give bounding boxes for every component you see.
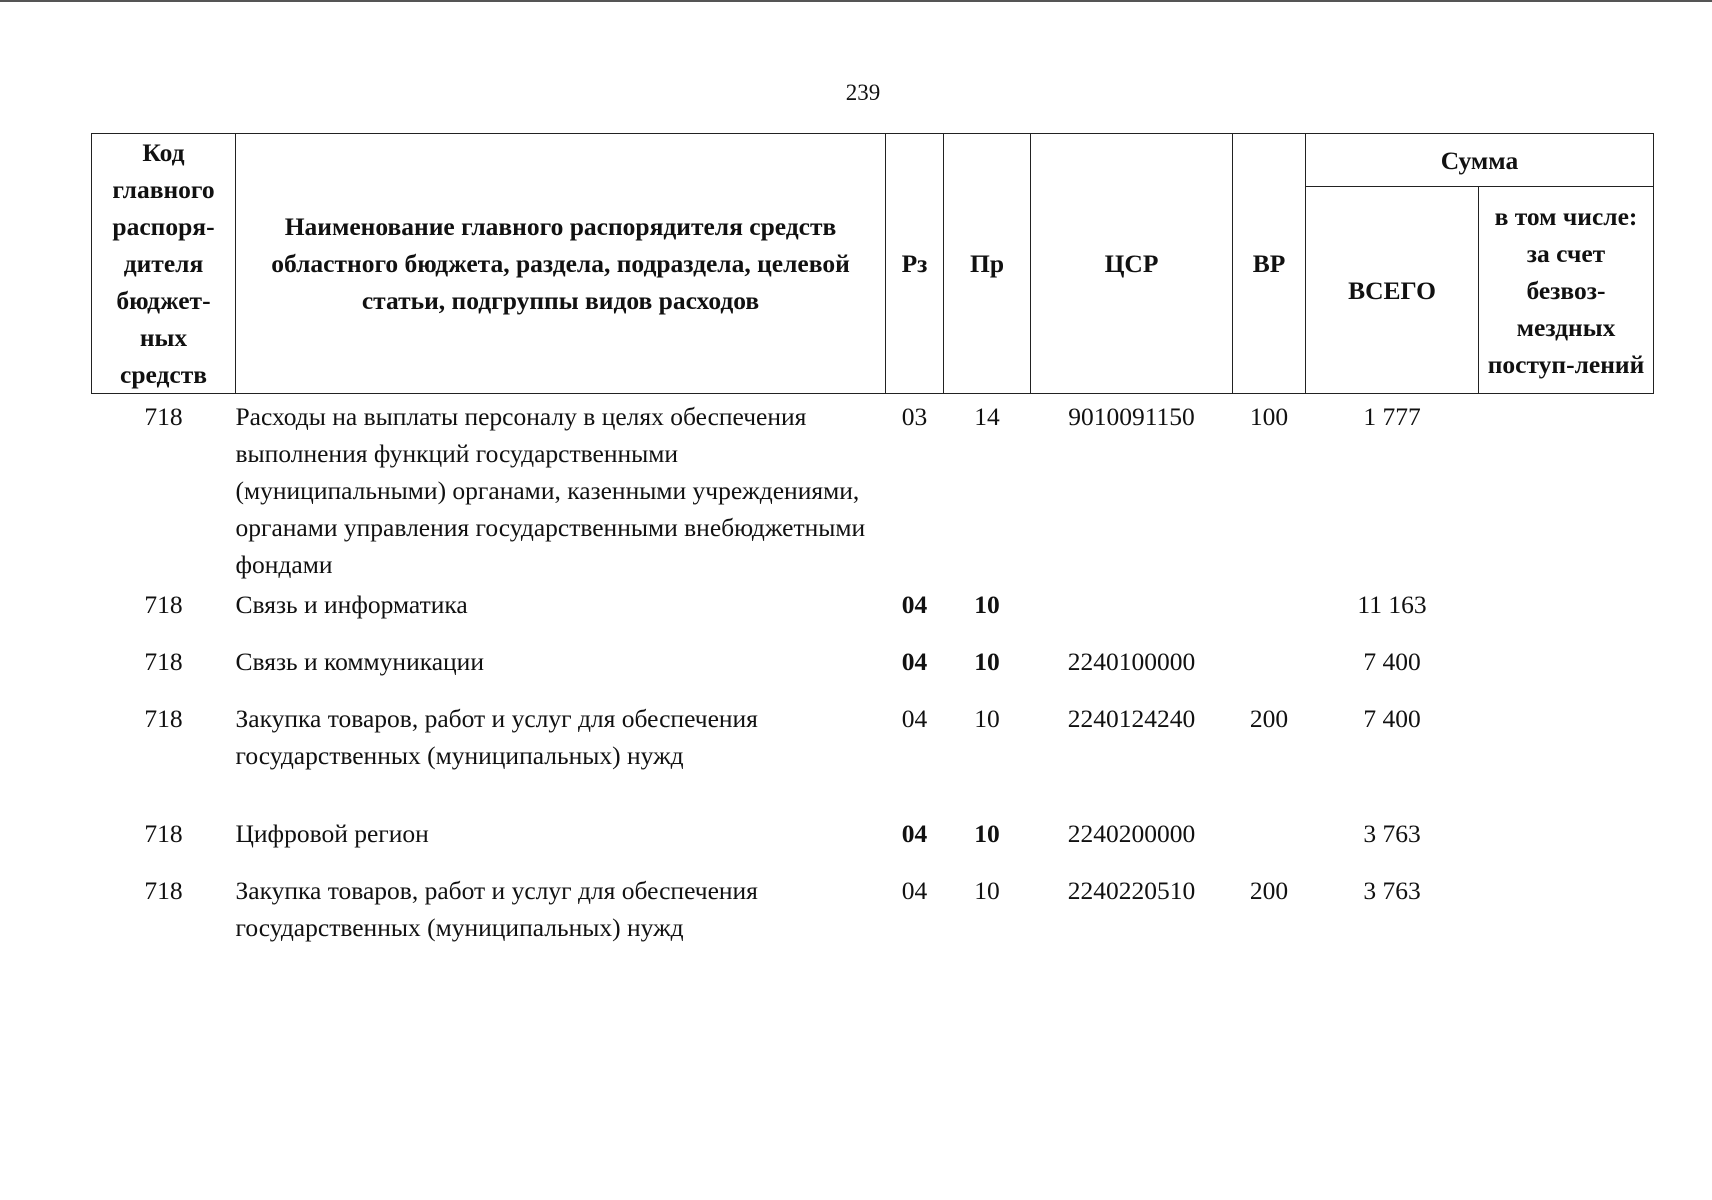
cell-vr: 100 xyxy=(1249,402,1289,431)
cell-csr xyxy=(1031,586,1233,643)
cell-vr: 200 xyxy=(1249,876,1289,905)
cell-total: 1 777 xyxy=(1363,402,1421,431)
cell-free xyxy=(1479,394,1654,587)
table-row xyxy=(92,815,1654,872)
table-header xyxy=(92,134,1654,394)
cell-code: 718 xyxy=(144,876,183,905)
cell-csr: 2240200000 xyxy=(1067,819,1196,848)
cell-code: 718 xyxy=(144,704,183,733)
cell-rz: 04 xyxy=(901,590,928,619)
cell-pr: 10 xyxy=(974,876,1000,905)
cell-name: Закупка товаров, работ и услуг для обеспечения государственных (муниципальных) нужд xyxy=(235,876,758,942)
header-free: в том числе: за счет безвоз-мездных поступ-лений xyxy=(1479,187,1654,394)
cell-rz: 04 xyxy=(901,704,928,733)
table-body xyxy=(92,394,1654,948)
cell-pr: 14 xyxy=(974,402,1000,431)
header-pr: Пр xyxy=(944,134,1031,394)
header-name: Наименование главного распорядителя средств областного бюджета, раздела, подраздела, целевой статьи, подгруппы видов расходов xyxy=(236,134,886,394)
header-vr: ВР xyxy=(1233,134,1306,394)
cell-vr xyxy=(1233,586,1306,643)
budget-table-container xyxy=(91,133,1654,947)
cell-code: 718 xyxy=(144,647,183,676)
scan-top-edge xyxy=(0,0,1712,2)
table-row xyxy=(92,872,1654,947)
table-row xyxy=(92,700,1654,815)
cell-name: Цифровой регион xyxy=(235,819,429,848)
header-sum: Сумма xyxy=(1306,134,1654,187)
cell-name: Связь и коммуникации xyxy=(235,647,484,676)
cell-rz: 04 xyxy=(901,876,928,905)
cell-name: Расходы на выплаты персоналу в целях обеспечения выполнения функций государственными (муниципальными) органами, казенными учреждениями, органами управления государственными внебюджетными фондами xyxy=(235,402,866,579)
cell-free xyxy=(1479,643,1654,700)
cell-rz: 03 xyxy=(901,402,928,431)
cell-csr: 2240124240 xyxy=(1067,704,1196,733)
table-row xyxy=(92,643,1654,700)
table-row xyxy=(92,394,1654,587)
cell-total: 3 763 xyxy=(1363,819,1421,848)
header-code: Код главного распоря-дителя бюджет-ных средств xyxy=(92,134,236,394)
cell-rz: 04 xyxy=(901,647,928,676)
cell-total: 7 400 xyxy=(1363,704,1421,733)
cell-total: 7 400 xyxy=(1363,647,1421,676)
cell-code: 718 xyxy=(144,402,183,431)
page-number: 239 xyxy=(845,80,881,105)
cell-free xyxy=(1479,586,1654,643)
cell-free xyxy=(1479,700,1654,815)
cell-csr: 2240100000 xyxy=(1067,647,1196,676)
cell-free xyxy=(1479,872,1654,947)
header-csr: ЦСР xyxy=(1031,134,1233,394)
cell-rz: 04 xyxy=(901,819,928,848)
cell-pr: 10 xyxy=(974,819,1000,848)
cell-total: 3 763 xyxy=(1363,876,1421,905)
header-rz: Рз xyxy=(886,134,944,394)
cell-code: 718 xyxy=(144,819,183,848)
cell-free xyxy=(1479,815,1654,872)
cell-name: Закупка товаров, работ и услуг для обеспечения государственных (муниципальных) нужд xyxy=(235,704,758,770)
cell-total: 11 163 xyxy=(1357,590,1427,619)
cell-csr: 9010091150 xyxy=(1068,402,1195,431)
cell-pr: 10 xyxy=(974,704,1000,733)
cell-pr: 10 xyxy=(974,590,1000,619)
cell-vr: 200 xyxy=(1249,704,1289,733)
cell-csr: 2240220510 xyxy=(1067,876,1196,905)
cell-vr xyxy=(1233,643,1306,700)
cell-name: Связь и информатика xyxy=(235,590,468,619)
cell-vr xyxy=(1233,815,1306,872)
table-row xyxy=(92,586,1654,643)
cell-code: 718 xyxy=(144,590,183,619)
header-total: ВСЕГО xyxy=(1306,187,1479,394)
budget-table xyxy=(91,133,1654,947)
cell-pr: 10 xyxy=(974,647,1000,676)
